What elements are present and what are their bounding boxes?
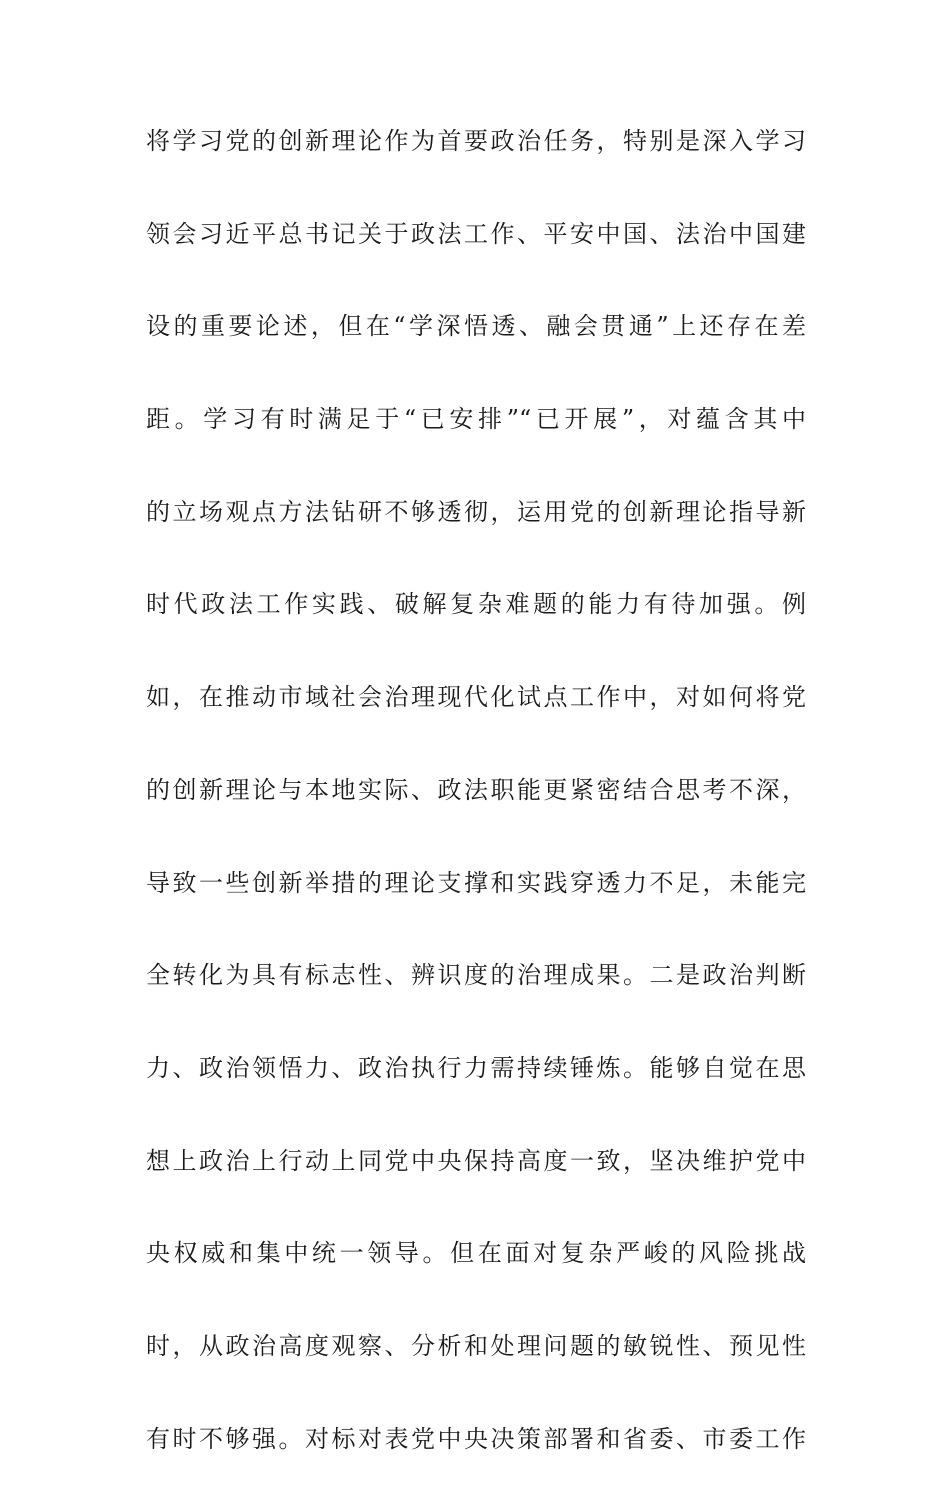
text-line-6: 时代政法工作实践、破解复杂难题的能力有待加强。例	[146, 590, 806, 619]
text-line-1: 将学习党的创新理论作为首要政治任务，特别是深入学习	[146, 127, 806, 155]
text-line-8: 的创新理论与本地实际、政法职能更紧密结合思考不深，	[146, 775, 806, 804]
text-line-13: 央权威和集中统一领导。但在面对复杂严峻的风险挑战	[146, 1239, 806, 1268]
text-line-3: 设的重要论述，但在“学深悟透、融会贯通”上还存在差	[146, 312, 806, 341]
text-line-9: 导致一些创新举措的理论支撑和实践穿透力不足，未能完	[146, 868, 806, 897]
text-line-12: 想上政治上行动上同党中央保持高度一致，坚决维护党中	[146, 1146, 806, 1175]
text-line-7: 如，在推动市域社会治理现代化试点工作中，对如何将党	[146, 683, 806, 712]
text-line-10: 全转化为具有标志性、辨识度的治理成果。二是政治判断	[146, 961, 806, 990]
text-line-14: 时，从政治高度观察、分析和处理问题的敏锐性、预见性	[146, 1331, 806, 1360]
body-text	[146, 122, 806, 1512]
text-line-11: 力、政治领悟力、政治执行力需持续锤炼。能够自觉在思	[146, 1053, 806, 1082]
text-line-2: 领会习近平总书记关于政法工作、平安中国、法治中国建	[146, 219, 806, 248]
text-line-5: 的立场观点方法钻研不够透彻，运用党的创新理论指导新	[146, 497, 806, 526]
text-line-15: 有时不够强。对标对表党中央决策部署和省委、市委工作	[146, 1424, 806, 1453]
text-line-4: 距。学习有时满足于“已安排”“已开展”，对蕴含其中	[146, 405, 806, 434]
